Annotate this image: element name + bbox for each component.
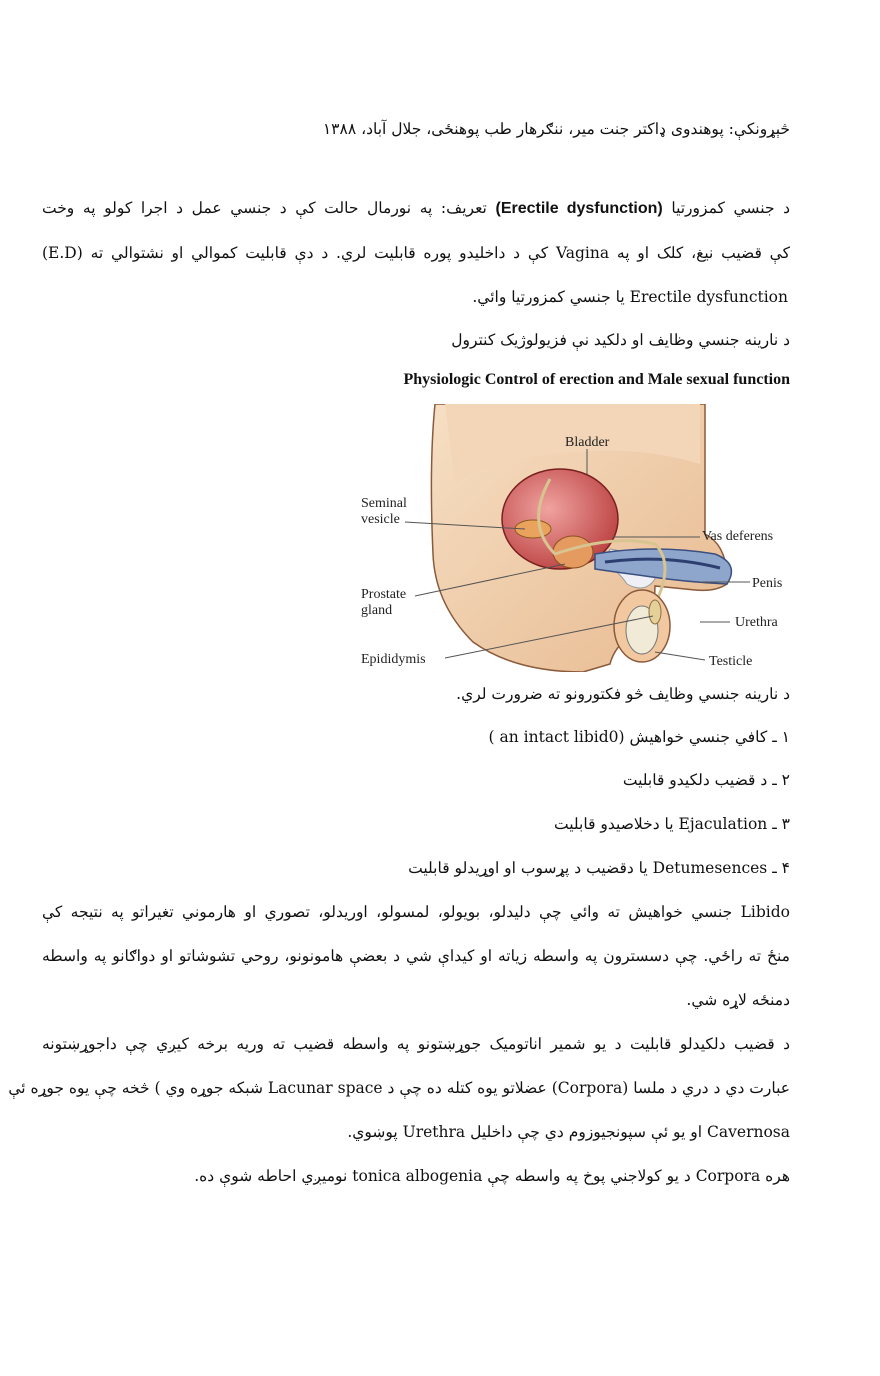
erection-text: د یو کولاجني پوخ په واسطه چې (487, 1167, 691, 1185)
erection-text: شبکه جوړه وي ) څخه چې یوه جوړه ئې (8, 1079, 263, 1097)
urethra-term: Urethra (402, 1123, 466, 1141)
erection-line-2 (8, 1077, 790, 1099)
erection-text: نومیږي احاطه شوې ده. (194, 1167, 348, 1185)
label-testicle: Testicle (709, 654, 753, 669)
cavernosa-term: Cavernosa (707, 1123, 790, 1141)
erection-line-3 (347, 1121, 790, 1143)
ed-abbreviation: (E.D) (42, 244, 83, 262)
label-urethra: Urethra (735, 615, 778, 630)
section-title-pashto-text: د نارینه جنسي وظایف او دلکید نې فزیولوژیک کنترول (451, 331, 790, 349)
libido-term: ( an intact libid0) (488, 728, 625, 746)
label-bladder: Bladder (565, 435, 610, 450)
erection-line-1 (42, 1033, 790, 1055)
erection-text: پوښوي. (347, 1123, 398, 1141)
definition-line-2 (42, 242, 790, 264)
leader-testicle (655, 652, 705, 660)
lacunar-space-term: Lacunar space (267, 1079, 383, 1097)
label-seminal-2: vesicle (361, 512, 400, 527)
anatomy-figure (355, 404, 795, 672)
erection-text: عضلاتو یوه کتله ده چې د (387, 1079, 547, 1097)
erection-text: د قضیب دلکیدلو قابلیت د یو شمیر اناتومیک جوړښتونو په واسطه قضیب ته وریه برخه کیږي چې داجوړښتونه (42, 1035, 790, 1053)
erection-text: او یو ئې سپونجیوزوم دي چې داخلیل (470, 1123, 703, 1141)
factor-text: یا دقضیب د پړسوب او اوړیدلو قابلیت (408, 859, 648, 877)
libido-line-1 (42, 901, 790, 923)
corpora-term-2: Corpora (695, 1167, 761, 1185)
label-epididymis: Epididymis (361, 652, 426, 667)
definition-text: تعریف: په نورمال حالت کې د جنسي عمل د اجرا کولو په وخت (42, 199, 487, 217)
author-header-text: څېړونکې: پوهندوی ډاکتر جنت میر، ننګرهار طب پوهنځی، جلال آباد، ۱۳۸۸ (322, 120, 790, 138)
libido-text: دمنځه لاړه شي. (686, 991, 790, 1009)
factors-intro (456, 683, 790, 705)
libido-line-2 (42, 945, 790, 967)
factor-item-3 (554, 813, 790, 835)
corpora-term: (Corpora) (551, 1079, 629, 1097)
factor-text: یا دخلاصیدو قابلیت (554, 815, 674, 833)
factor-number: ۴ ـ (772, 859, 790, 877)
detumesences-term: Detumesences (652, 859, 768, 877)
factor-number: ۳ ـ (772, 815, 790, 833)
factors-intro-text: د نارینه جنسي وظایف څو فکتورونو ته ضرورت لري. (456, 685, 790, 703)
factor-text: ۲ ـ د قضیب دلکیدو قابلیت (622, 771, 790, 789)
label-prostate-1: Prostate (361, 587, 407, 602)
erection-line-4 (194, 1165, 790, 1187)
definition-text: کې قضیب نیغ، کلک او په (616, 244, 790, 262)
section-title-pashto (451, 329, 790, 351)
definition-line-3 (472, 286, 788, 308)
anatomy-illustration (355, 404, 795, 672)
definition-text: د جنسي کمزورتیا (671, 199, 791, 217)
factor-item-2 (623, 769, 790, 791)
libido-word: Libido (740, 903, 790, 921)
factor-item-1 (489, 726, 790, 748)
section-title-english: Physiologic Control of erection and Male sexual function (403, 371, 790, 388)
tonica-albogenia-term: tonica albogenia (352, 1167, 483, 1185)
erectile-dysfunction-term: (Erectile dysfunction) (495, 200, 663, 217)
label-penis: Penis (752, 576, 783, 591)
libido-line-3 (686, 989, 790, 1011)
erection-text: هره (765, 1167, 790, 1185)
epididymis-shape (649, 600, 661, 624)
erection-text: عبارت دي د دري د ملسا (633, 1079, 790, 1097)
label-seminal-1: Seminal (361, 496, 407, 511)
factor-item-4 (408, 857, 790, 879)
definition-text: یا جنسي کمزورتیا وائي. (472, 288, 625, 306)
label-vas-deferens: Vas deferens (702, 529, 774, 544)
definition-text: کې د داخلیدو پوره قابلیت لري. د دې قابلیت کموالي او نشتوالي ته (90, 244, 549, 262)
libido-text: جنسي خواهیش ته وائي چې دلیدلو، بویولو، لمسولو، اوریدلو، تصوري او هارموني تغیراتو په نتیجه کې (42, 903, 733, 921)
label-prostate-2: gland (361, 603, 393, 618)
vagina-term: Vagina (555, 244, 610, 262)
definition-line-1 (42, 197, 790, 220)
ejaculation-term: Ejaculation (678, 815, 768, 833)
libido-text: منځ ته راځي. چې دسسترون په واسطه زیاته او کیداې شي د بعضې هامونونو، روحي تشوشاتو او دواګانو په واسطه (42, 947, 790, 965)
author-header (323, 118, 790, 140)
factor-text: ۱ ـ کافي جنسي خواهیش (629, 728, 790, 746)
erectile-dysfunction-term-2: Erectile dysfunction (629, 288, 788, 306)
